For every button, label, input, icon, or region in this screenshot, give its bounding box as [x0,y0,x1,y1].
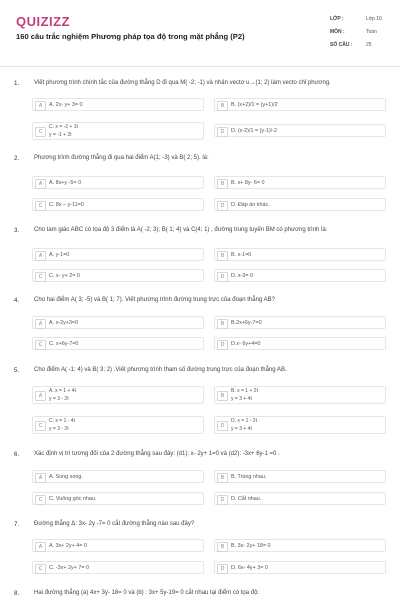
option-text: D. 6x- 4y+ 3= 0 [231,565,268,571]
question-number: 6. [14,451,20,458]
option-letter: A [35,251,46,261]
option-text: C. x- y+ 2= 0 [49,273,80,279]
option-letter: D [217,272,228,282]
system-line: D. x = 1 - 2t [231,418,257,424]
option-letter: D [217,564,228,574]
quizizz-logo: QUIZIZZ [16,14,71,29]
meta-value: 25 [366,42,372,48]
option-b[interactable] [214,470,386,483]
header-divider [0,66,400,67]
option-letter: A [35,101,46,111]
option-text: A. 2x- y+ 3= 0 [49,102,83,108]
question-text: Đường thẳng Δ: 3x- 2y -7= 0 cắt đường thẳng nào sau đây? [34,521,195,527]
question-number: 1. [14,80,20,87]
option-text: C. x+6y-7=0 [49,341,79,347]
option-letter: B [217,251,228,261]
option-letter: A [35,542,46,552]
option-a[interactable] [32,176,204,189]
option-text: A. x-2y+3=0 [49,320,79,326]
option-c[interactable] [32,122,204,140]
option-letter: C [35,127,46,137]
option-system [49,124,78,139]
question-text: Phương trình đường thẳng đi qua hai điểm A(1; -3) và B( 2; 5). là: [34,155,209,161]
meta-value: Toán [366,29,377,35]
question-text: Cho tam giác ABC có tọa độ 3 điểm là A( -2; 3); B( 1; 4) và C(4; 1) , đường trung tuyến BM có phương trình là: [34,227,328,233]
worksheet-header [0,0,400,66]
option-c[interactable] [32,416,204,434]
question-text: Viết phương trình chính tắc của đường thẳng D đi qua M( -2; -1) và nhận vectơ u→(1; 2) làm vecto chỉ phương. [34,80,331,86]
option-b[interactable] [214,539,386,552]
question-number: 5. [14,367,20,374]
meta-key: SỐ CÂU : [330,42,353,48]
system-line: y = 3 + 4t [231,425,252,432]
question-text: Cho điểm A( -1; 4) và B( 3; 2) .Viết phương trình tham số đường trung trực của đoạn thẳng AB. [34,367,287,373]
option-text: D. Cắt nhau. [231,496,262,502]
system-line: y = 3 - 2t [49,425,69,432]
option-text: A. 8x+y -5= 0 [49,180,82,186]
system-line: C. x = 1 - 4t [49,418,75,424]
option-c[interactable] [32,561,204,574]
option-d[interactable] [214,269,386,282]
question-number: 2. [14,155,20,162]
option-letter: C [35,340,46,350]
option-text: B. Trùng nhau. [231,474,267,480]
option-letter: A [35,179,46,189]
option-text: D. x-3= 0 [231,273,254,279]
option-letter: D [217,495,228,505]
question-number: 4. [14,297,20,304]
meta-row-count [330,42,390,55]
option-system [49,418,75,433]
option-text: C. Vuông góc nhau. [49,496,97,502]
option-letter: B [217,319,228,329]
option-text: D. Đáp án khác. [231,202,270,208]
option-d[interactable] [214,492,386,505]
option-text: C. -3x+ 2y+ 7= 0 [49,565,90,571]
option-letter: C [35,272,46,282]
option-d[interactable] [214,416,386,434]
option-b[interactable] [214,176,386,189]
option-b[interactable] [214,248,386,261]
option-c[interactable] [32,198,204,211]
option-text: B. 3x- 2y+ 18= 0 [231,543,271,549]
option-letter: A [35,473,46,483]
option-text: A. Song song. [49,474,83,480]
option-a[interactable] [32,316,204,329]
meta-value: Lớp 10 [366,16,382,22]
option-c[interactable] [32,269,204,282]
option-system [49,388,76,403]
option-text: A. y-1=0 [49,252,70,258]
option-letter: B [217,391,228,401]
system-line: C. x = -2 + 1t [49,124,78,130]
option-a[interactable] [32,248,204,261]
option-a[interactable] [32,470,204,483]
meta-row-class [330,16,390,29]
system-line: y = -1 + 2t [49,131,72,138]
option-system [231,388,258,403]
option-a[interactable] [32,539,204,552]
option-d[interactable] [214,124,386,137]
option-letter: C [35,495,46,505]
question-number: 7. [14,521,20,528]
option-letter: C [35,564,46,574]
option-d[interactable] [214,198,386,211]
option-letter: B [217,179,228,189]
option-letter: C [35,201,46,211]
option-c[interactable] [32,337,204,350]
system-line: A. x = 1 + 4t [49,388,76,394]
option-b[interactable] [214,386,386,404]
option-text: D.x- 6y+4=0 [231,341,261,347]
option-text: B. (x+2)/1 = (y+1)/2 [231,102,278,108]
question-number: 8. [14,590,20,597]
system-line: y = 3 + 4t [231,395,252,402]
option-b[interactable] [214,316,386,329]
question-text: Xác định vị trí tương đối của 2 đường thẳng sau đây: (d1): x- 2y+ 1=0 và (d2): -3x+ 6y-1 =0 . [34,451,280,457]
option-a[interactable] [32,98,204,111]
worksheet-meta [330,16,390,55]
question-text: Hai đường thẳng (a) 4x+ 3y- 18= 0 và (b) : 3x+ 5y-19= 0 cắt nhau tại điểm có tọa độ: [34,590,260,596]
option-letter: D [217,127,228,137]
option-text: A. 3x+ 2y+ 4= 0 [49,543,87,549]
option-text: C. 8x – y-11=0 [49,202,84,208]
option-text: B. x-1=0 [231,252,252,258]
option-letter: B [217,542,228,552]
option-d[interactable] [214,337,386,350]
option-letter: A [35,391,46,401]
option-letter: D [217,201,228,211]
option-b[interactable] [214,98,386,111]
option-text: B.2x+6y-7=0 [231,320,262,326]
question-text: Cho hai điểm A( 3; -5) và B( 1; 7). Viết phương trình đường trung trực của đoạn thẳng AB? [34,297,275,303]
option-text: B. x+ 8y- 6= 0 [231,180,265,186]
meta-row-subject [330,29,390,42]
option-letter: D [217,340,228,350]
option-letter: D [217,421,228,431]
question-number: 3. [14,227,20,234]
option-letter: A [35,319,46,329]
page-title: 160 câu trắc nghiệm Phương pháp tọa độ trong mặt phẳng (P2) [16,32,245,41]
meta-key: LỚP : [330,16,344,22]
meta-key: MÔN : [330,29,345,35]
system-line: B. x = 1 + 2t [231,388,258,394]
option-letter: C [35,421,46,431]
option-a[interactable] [32,386,204,404]
option-letter: B [217,473,228,483]
system-line: y = 3 - 2t [49,395,69,402]
option-text: D. (x-2)/1 = (y-1)/-2 [231,128,277,134]
option-d[interactable] [214,561,386,574]
option-c[interactable] [32,492,204,505]
option-letter: B [217,101,228,111]
option-system [231,418,257,433]
